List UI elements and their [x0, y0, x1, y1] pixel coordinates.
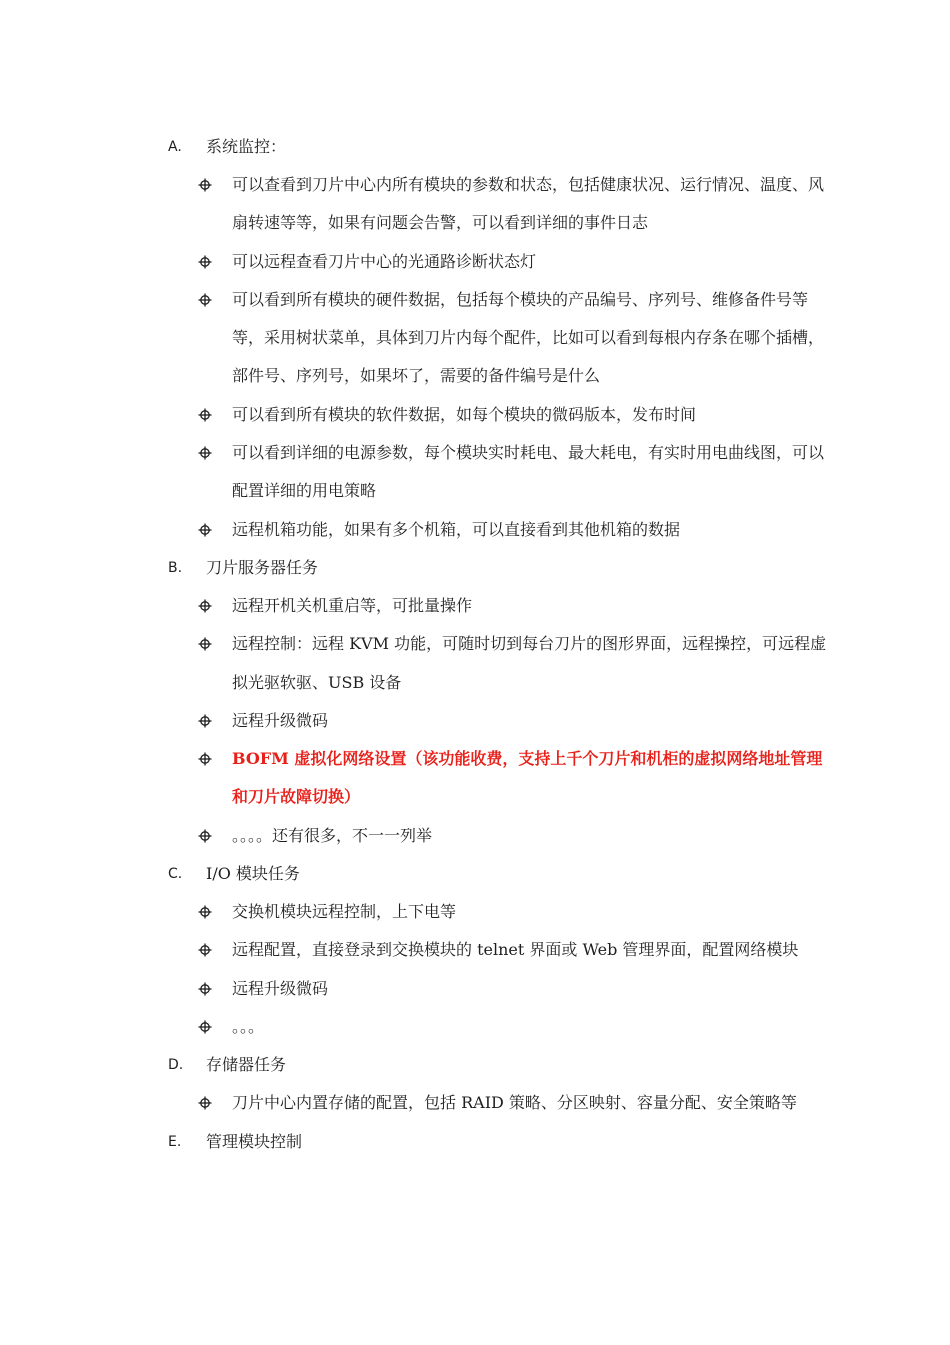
list-item: [198, 1008, 828, 1046]
diamond-cross-bullet-icon: [198, 587, 232, 625]
section-letter: D.: [168, 1057, 184, 1074]
section-heading: [168, 1046, 828, 1084]
diamond-cross-bullet-icon: [198, 243, 232, 281]
list-item: [198, 1084, 828, 1122]
document-content: [168, 128, 828, 1161]
list-item: [198, 740, 828, 817]
list-item: [198, 970, 828, 1008]
bullet-list: [168, 1084, 828, 1122]
section-letter: A.: [168, 139, 182, 155]
list-item: [198, 166, 828, 243]
diamond-cross-bullet-icon: [198, 1008, 232, 1046]
list-item: [198, 511, 828, 549]
list-item: [198, 396, 828, 434]
diamond-cross-bullet-icon: [198, 166, 232, 204]
diamond-cross-bullet-icon: [198, 625, 232, 663]
list-item-text: 可以查看到刀片中心内所有模块的参数和状态，包括健康状况、运行情况、温度、风扇转速等等，如果有问题会告警，可以看到详细的事件日志: [232, 175, 825, 233]
section-letter: B.: [168, 559, 183, 576]
list-item-text: 交换机模块远程控制，上下电等: [232, 902, 457, 922]
list-item-text: 远程升级微码: [232, 710, 329, 730]
diamond-cross-bullet-icon: [198, 702, 232, 740]
list-item: [198, 587, 828, 625]
list-item: [198, 434, 828, 511]
list-item: [198, 893, 828, 931]
list-item-text: 可以看到所有模块的硬件数据，包括每个模块的产品编号、序列号、维修备件号等等，采用树状菜单，具体到刀片内每个配件，比如可以看到每根内存条在哪个插槽，部件号、序列号，如果坏了，需要的备件编号是什么: [232, 289, 825, 386]
section-title: 存储器任务: [206, 1055, 287, 1075]
list-item: [198, 702, 828, 740]
diamond-cross-bullet-icon: [198, 396, 232, 434]
section-title: 刀片服务器任务: [206, 557, 319, 577]
bullet-list: [168, 587, 828, 855]
section-heading: [168, 1123, 828, 1161]
diamond-cross-bullet-icon: [198, 931, 232, 969]
list-item-text: 刀片中心内置存储的配置，包括 RAID 策略、分区映射、容量分配、安全策略等: [232, 1093, 797, 1113]
list-item-text: 远程机箱功能，如果有多个机箱，可以直接看到其他机箱的数据: [232, 519, 681, 539]
section-title: 系统监控：: [206, 137, 287, 156]
list-item-text: 。。。。还有很多，不一一列举: [232, 825, 433, 845]
section-e: [168, 1123, 828, 1161]
list-item: [198, 281, 828, 396]
list-item-text: 远程开机关机重启等，可批量操作: [232, 595, 473, 615]
list-item: [198, 817, 828, 855]
section-title: 管理模块控制: [206, 1131, 303, 1151]
diamond-cross-bullet-icon: [198, 434, 232, 472]
diamond-cross-bullet-icon: [198, 1084, 232, 1122]
section-letter: E.: [168, 1133, 182, 1150]
diamond-cross-bullet-icon: [198, 281, 232, 319]
list-item-text: 远程升级微码: [232, 978, 329, 998]
bullet-list: [168, 893, 828, 1046]
section-d: [168, 1046, 828, 1122]
bullet-list: [168, 166, 828, 549]
diamond-cross-bullet-icon: [198, 893, 232, 931]
section-letter: C.: [168, 866, 183, 883]
list-item: [198, 625, 828, 702]
list-item: [198, 931, 828, 969]
list-item-text: 。。。: [232, 1016, 265, 1036]
diamond-cross-bullet-icon: [198, 740, 232, 778]
list-item-text: 远程控制：远程 KVM 功能，可随时切到每台刀片的图形界面，远程操控，可远程虚拟光驱软驱、USB 设备: [232, 634, 827, 692]
section-title: I/O 模块任务: [206, 864, 300, 884]
section-heading: [168, 128, 828, 166]
section-c: [168, 855, 828, 1046]
section-heading: [168, 549, 828, 587]
list-item-text: 可以看到详细的电源参数，每个模块实时耗电、最大耗电，有实时用电曲线图，可以配置详细的用电策略: [232, 443, 825, 501]
section-a: [168, 128, 828, 549]
diamond-cross-bullet-icon: [198, 511, 232, 549]
diamond-cross-bullet-icon: [198, 817, 232, 855]
list-item: [198, 243, 828, 281]
list-item-text: 可以看到所有模块的软件数据，如每个模块的微码版本，发布时间: [232, 404, 697, 424]
list-item-text: 远程配置，直接登录到交换模块的 telnet 界面或 Web 管理界面，配置网络模块: [232, 940, 799, 960]
list-item-text: BOFM 虚拟化网络设置（该功能收费，支持上千个刀片和机柜的虚拟网络地址管理和刀片故障切换）: [232, 749, 823, 807]
section-b: [168, 549, 828, 855]
diamond-cross-bullet-icon: [198, 970, 232, 1008]
section-heading: [168, 855, 828, 893]
list-item-text: 可以远程查看刀片中心的光通路诊断状态灯: [232, 251, 537, 271]
